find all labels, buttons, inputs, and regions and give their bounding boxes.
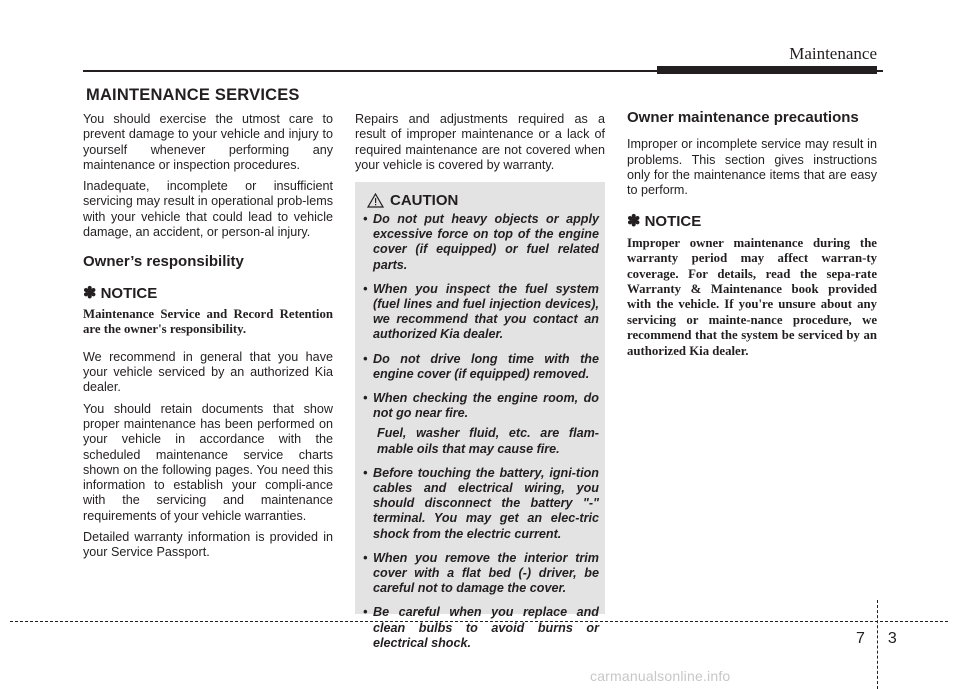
header-rule-accent [657, 66, 877, 74]
caution-item [363, 212, 599, 273]
paragraph: Inadequate, incomplete or insufficient servicing may result in operational prob-lems with your vehicle that could lead to vehicle damage, an accident, or person-al injury. [83, 179, 333, 240]
caution-header [367, 192, 458, 209]
page-number-value: 3 [887, 630, 897, 647]
notice-title [83, 286, 333, 301]
caution-box [355, 182, 605, 650]
caution-item-text: When you remove the interior trim cover with a flat bed (-) driver, be careful not to damage the cover. [373, 550, 599, 596]
notice-body: Improper owner maintenance during the warranty period may affect warran-ty coverage. For details, read the sepa-rate Warranty & Maintenance book provided with the vehicle. If you're unsure about any servicing or mainte-nance procedure, we recommend that the system be serviced by an authorized Kia dealer. [627, 235, 877, 358]
bullet-icon: • [363, 550, 368, 565]
paragraph: We recommend in general that you have your vehicle serviced by an authorized Kia dealer. [83, 349, 333, 395]
watermark: carmanualsonline.info [590, 668, 731, 684]
bullet-icon: • [363, 281, 368, 296]
footer-divider [10, 621, 948, 622]
bullet-icon: • [363, 391, 368, 406]
notice-label: NOTICE [100, 284, 158, 302]
column-3 [627, 110, 877, 371]
page-number [856, 630, 897, 648]
notice-star-icon: ✽ [83, 284, 97, 302]
column-2 [355, 112, 605, 179]
caution-item-text: Before touching the battery, igni-tion cables and electrical wiring, you should disconnect the battery "-" terminal. You may get an elec-tric shock from the electric current. [373, 465, 599, 541]
paragraph: You should exercise the utmost care to prevent damage to your vehicle and injury to yourself whenever performing any maintenance or inspection procedures. [83, 112, 333, 172]
chapter-number: 7 [856, 630, 865, 647]
notice-label: NOTICE [644, 213, 702, 231]
caution-item-text: Fuel, washer fluid, etc. are flam-mable oils that may cause fire. [377, 426, 599, 456]
column-1 [83, 112, 333, 567]
caution-list [363, 212, 599, 660]
caution-item-text: When you inspect the fuel system (fuel lines and fuel injection devices), we recommend that you contact an authorized Kia dealer. [373, 281, 599, 342]
caution-item-text: Do not put heavy objects or apply excessive force on top of the engine cover (if equipped) or fuel related parts. [373, 212, 599, 272]
owner-responsibility-heading: Owner’s responsibility [83, 253, 244, 271]
bullet-icon: • [363, 351, 368, 366]
caution-item-continuation [363, 426, 599, 456]
bullet-icon: • [363, 605, 368, 620]
caution-item [363, 352, 599, 382]
caution-item-text: Be careful when you replace and clean bulbs to avoid burns or electrical shock. [373, 605, 599, 650]
warning-triangle-icon [367, 193, 384, 208]
notice-title [627, 214, 877, 229]
paragraph: Improper or incomplete service may result in problems. This section gives instructions only for the maintenance items that are easy to perform. [627, 137, 877, 198]
caution-item-text: Do not drive long time with the engine cover (if equipped) removed. [373, 351, 599, 381]
caution-item [363, 551, 599, 597]
caution-title: CAUTION [390, 192, 459, 209]
header-title: Maintenance [789, 44, 877, 63]
caution-item [363, 391, 599, 421]
caution-item [363, 605, 599, 651]
section-title: MAINTENANCE SERVICES [86, 86, 300, 104]
caution-item-text: When checking the engine room, do not go near fire. [373, 391, 599, 421]
caution-item [363, 282, 599, 343]
notice-body: Maintenance Service and Record Retention are the owner's responsibility. [83, 306, 333, 337]
notice-star-icon: ✽ [627, 213, 641, 231]
paragraph: Detailed warranty information is provided in your Service Passport. [83, 530, 333, 560]
bullet-icon: • [363, 212, 368, 226]
paragraph: You should retain documents that show proper maintenance has been performed on your vehicle in accordance with the scheduled maintenance service charts shown on the following pages. You need this information to establish your compli-ance with the servicing and maintenance requirements of your vehicle warranties. [83, 401, 333, 523]
bullet-icon: • [363, 465, 368, 480]
caution-item [363, 466, 599, 542]
paragraph: Repairs and adjustments required as a result of improper maintenance or a lack of required maintenance are not covered when your vehicle is covered by warranty. [355, 112, 605, 172]
owner-precautions-heading: Owner maintenance precautions [627, 109, 859, 126]
